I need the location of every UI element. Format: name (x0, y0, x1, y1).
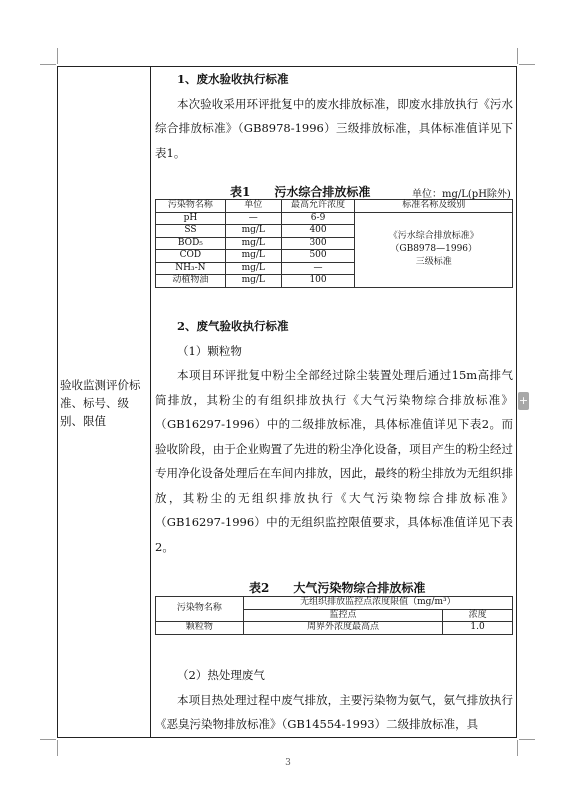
page-number: 3 (285, 758, 291, 768)
crop-mark (40, 64, 56, 65)
table2 (155, 596, 513, 635)
expand-tab-button[interactable]: + (518, 392, 529, 410)
cell: mg/L (225, 250, 281, 263)
header-cell: 最高允许浓度 (281, 200, 355, 213)
row-label: 验收监测评价标准、标号、级别、限值 (60, 378, 141, 428)
water-heading: 1、废水验收执行标准 (177, 72, 289, 86)
content-column (155, 67, 513, 165)
standard-line: 三级标准 (415, 257, 452, 267)
crop-mark (57, 48, 58, 64)
table-header-row (156, 200, 513, 213)
cell: — (281, 262, 355, 275)
standard-line: 《污水综合排放标准》 (388, 231, 479, 241)
header-cell: 无组织排放监控点浓度限值（mg/m³） (243, 597, 512, 610)
cell: 500 (281, 250, 355, 263)
crop-mark (40, 739, 56, 740)
crop-mark (517, 740, 518, 756)
cell: mg/L (225, 275, 281, 288)
cell: 动植物油 (156, 275, 226, 288)
cell: 100 (281, 275, 355, 288)
crop-mark (519, 64, 535, 65)
cell: 300 (281, 237, 355, 250)
cell: COD (156, 250, 226, 263)
cell: BOD₅ (156, 237, 226, 250)
header-cell: 污染物名称 (156, 597, 244, 622)
crop-mark (519, 739, 535, 740)
cell: 1.0 (443, 622, 513, 635)
header-cell: 浓度 (443, 609, 513, 622)
cell: mg/L (225, 237, 281, 250)
table1 (155, 199, 513, 288)
table-row (156, 212, 513, 225)
cell: 周界外浓度最高点 (243, 622, 442, 635)
header-cell: 单位 (225, 200, 281, 213)
heat-section (155, 663, 513, 737)
column-divider (150, 66, 151, 738)
cell: mg/L (225, 262, 281, 275)
water-paragraph: 本次验收采用环评批复中的废水排放标准，即废水排放执行《污水综合排放标准》（GB8978-1996）三级排放标准，具体标准值详见下表1。 (155, 96, 513, 160)
table-header-row (156, 597, 513, 610)
cell: SS (156, 225, 226, 238)
table2-caption: 表2 大气污染物综合排放标准 (249, 581, 426, 595)
table1-caption: 表1 污水综合排放标准 (230, 185, 371, 199)
air-section (155, 314, 513, 559)
heat-paragraph: 本项目热处理过程中废气排放，主要污染物为氨气，氨气排放执行《恶臭污染物排放标准》（GB14554-1993）二级排放标准，具 (155, 692, 513, 731)
table-row (156, 622, 513, 635)
standard-line: （GB8978—1996） (390, 244, 478, 254)
dust-heading: （1）颗粒物 (177, 343, 242, 358)
air-heading: 2、废气验收执行标准 (177, 319, 289, 333)
heat-heading: （2）热处理废气 (177, 668, 265, 682)
crop-mark (57, 740, 58, 756)
table1-unit: 单位：mg/L(pH除外) (412, 189, 511, 200)
cell: 6-9 (281, 212, 355, 225)
crop-mark (517, 48, 518, 64)
cell: pH (156, 212, 226, 225)
cell: NH₃-N (156, 262, 226, 275)
header-cell: 标准名称及级别 (355, 200, 513, 213)
header-cell: 监控点 (243, 609, 442, 622)
header-cell: 污染物名称 (156, 200, 226, 213)
cell: mg/L (225, 225, 281, 238)
cell: — (225, 212, 281, 225)
standard-cell (355, 212, 513, 287)
dust-paragraph: 本项目环评批复中粉尘全部经过除尘装置处理后通过15m高排气筒排放，其粉尘的有组织排放执行《大气污染物综合排放标准》（GB16297-1996）中的二级排放标准，具体标准值详见下表2。而验收阶段，由于企业购置了先进的粉尘净化设备，项目产生的粉尘经过专用净化设备处理后在车间内排放，因此，最终的粉尘排放为无组织排放，其粉尘的无组织排放执行《大气污染物综合排放标准》（GB16297-1996）中的无组织监控限值要求，具体标准值详见下表2。 (155, 368, 513, 554)
cell: 400 (281, 225, 355, 238)
cell: 颗粒物 (156, 622, 244, 635)
